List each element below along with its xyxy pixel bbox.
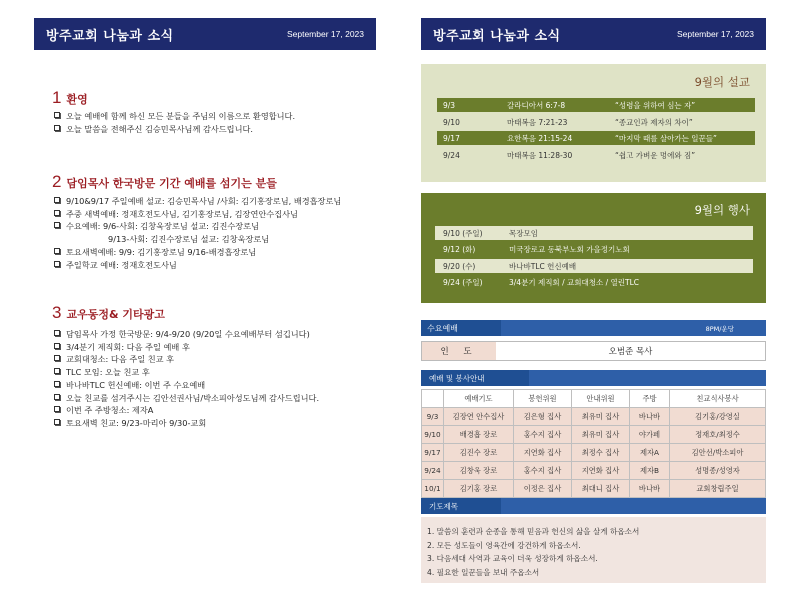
bullet-icon	[54, 330, 60, 336]
list-item: 토요새벽예배: 9/9: 김기홍장로님 9/16-배경흡장로님	[54, 246, 341, 259]
bullet-icon	[54, 125, 60, 131]
list-item: 2. 모든 성도들이 영육간에 강건하게 하옵소서.	[427, 540, 581, 550]
list-item: 교회대청소: 다음 주일 친교 후	[54, 353, 319, 366]
list-item: 이번 주 주방청소: 제자A	[54, 404, 319, 417]
table-row: 9/17 김진수 장로 지연화 집사 최정수 집사 제자A 김안선/박소피아	[422, 444, 766, 462]
section-welcome-list	[54, 110, 295, 135]
table-row: 9/10 마태복음 7:21-23 “종교인과 제자의 차이”	[443, 117, 693, 127]
list-item: 주일학교 예배: 정재호전도사님	[54, 259, 341, 272]
bullet-icon	[54, 210, 60, 216]
table-row: 9/17 요한복음 21:15-24 “마지막 때를 살아가는 일꾼들”	[437, 131, 755, 145]
wednesday-worship-bar	[421, 320, 766, 336]
list-item: 3. 다음세대 사역과 교육이 더욱 성장하게 하옵소서.	[427, 554, 598, 564]
prayer-box	[421, 517, 766, 583]
section-news-list	[54, 328, 319, 430]
section-welcome-title: 1 환영	[52, 88, 88, 107]
table-row: 9/10 (주일) 목장모임	[435, 226, 753, 240]
list-item: 주중 새벽예배: 정재호전도사님, 김기홍장로님, 김장연안수집사님	[54, 208, 341, 221]
bullet-icon	[54, 419, 60, 425]
bullet-icon	[54, 112, 60, 118]
header-left	[34, 18, 376, 50]
list-item: 바나바TLC 헌신예배: 이번 주 수요예배	[54, 379, 319, 392]
wednesday-worship-leader-row	[421, 341, 766, 361]
bullet-icon	[54, 248, 60, 254]
sermon-schedule-title: 9월의 설교	[694, 75, 750, 89]
section-news-title: 3 교우동정& 기타광고	[52, 303, 165, 322]
list-item: 9/13-사회: 김진수장로님 설교: 김창욱장로님	[108, 234, 270, 245]
list-item: 오늘 친교를 섬겨주시는 김안선권사님/박소피아성도님께 감사드립니다.	[54, 392, 319, 405]
bullet-icon	[54, 406, 60, 412]
bullet-icon	[54, 261, 60, 267]
prayer-list	[427, 525, 758, 579]
prayer-bar	[421, 498, 766, 514]
bullet-icon	[54, 381, 60, 387]
list-item: 오늘 말씀을 전해주신 김승민목사님께 감사드립니다.	[54, 123, 295, 136]
bullet-icon	[54, 368, 60, 374]
service-schedule-bar	[421, 370, 766, 386]
bulletin-title: 방주교회 나눔과 소식	[46, 28, 174, 44]
prayer-label: 기도제목	[421, 498, 501, 514]
list-item: TLC 모임: 오늘 친교 후	[54, 366, 319, 379]
section-services-title: 2 담임목사 한국방문 기간 예배를 섬기는 분들	[52, 172, 277, 191]
table-row: 9/20 (수) 바나바TLC 헌신예배	[435, 259, 753, 273]
table-row: 9/3 갈라디아서 6:7-8 “성령을 위하여 심는 자”	[437, 98, 755, 112]
bulletin-date: September 17, 2023	[286, 29, 364, 39]
bullet-icon	[54, 343, 60, 349]
bulletin-title-right: 방주교회 나눔과 소식	[433, 28, 561, 44]
bulletin-date-right: September 17, 2023	[676, 29, 754, 39]
list-item: 토요새벽 친교: 9/23-마리아 9/30-교회	[54, 417, 319, 430]
table-row: 9/3 김장연 안수집사 김은형 집사 최유미 집사 바나바 김기홍/강영실	[422, 408, 766, 426]
wednesday-worship-label: 수요예배	[421, 320, 501, 336]
bullet-icon	[54, 355, 60, 361]
list-item: 담임목사 가정 한국방문: 9/4-9/20 (9/20일 수요예배부터 섬깁니다)	[54, 328, 319, 341]
table-row: 9/24 마태복음 11:28-30 “쉽고 가벼운 멍에와 짐”	[443, 150, 696, 160]
table-row: 10/1 김기홍 장로 이정은 집사 최대니 집사 바나바 교회창립주일	[422, 480, 766, 498]
list-item: 1. 말씀의 훈련과 순종을 통해 믿음과 헌신의 삶을 살게 하옵소서	[427, 527, 640, 536]
section-services-list	[54, 195, 341, 271]
service-schedule-table	[421, 389, 766, 498]
service-schedule-label: 예배 및 봉사안내	[421, 370, 529, 386]
table-row: 9/24 김창욱 장로 홍수지 집사 지연화 집사 제자B 성명종/성영자	[422, 462, 766, 480]
table-row: 9/10 배경흡 장로 홍수지 집사 최유미 집사 야가페 정재호/최정수	[422, 426, 766, 444]
bullet-icon	[54, 394, 60, 400]
header-right	[421, 18, 766, 50]
list-item: 4. 필요한 일꾼들을 보내 주옵소서	[427, 567, 540, 577]
bullet-icon	[54, 197, 60, 203]
leader-label: 인 도	[422, 342, 496, 360]
table-header-row: 예배기도 봉헌위원 안내위원 주방 친교식사봉사	[422, 390, 766, 408]
list-item: 수요예배: 9/6-사회: 김창욱장로님 설교: 김진수장로님	[54, 220, 341, 233]
wednesday-worship-time: 8PM/운당	[705, 324, 734, 333]
sermon-schedule-box	[421, 64, 766, 182]
events-title: 9월의 행사	[694, 203, 750, 217]
list-item: 3/4분기 제직회: 다음 주일 예배 후	[54, 341, 319, 354]
table-row: 9/12 (화) 미국장로교 동북부노회 가을정기노회	[443, 244, 630, 254]
table-row: 9/24 (주일) 3/4분기 제직회 / 교회대청소 / 열린TLC	[443, 277, 639, 287]
bullet-icon	[54, 222, 60, 228]
leader-value: 오범준 목사	[496, 342, 765, 360]
list-item: 9/10&9/17 주일예배 설교: 김승민목사님 /사회: 김기홍장로님, 배경흡장로님	[54, 195, 341, 208]
list-item: 오늘 예배에 함께 하신 모든 분들을 주님의 이름으로 환영합니다.	[54, 110, 295, 123]
events-box	[421, 193, 766, 303]
